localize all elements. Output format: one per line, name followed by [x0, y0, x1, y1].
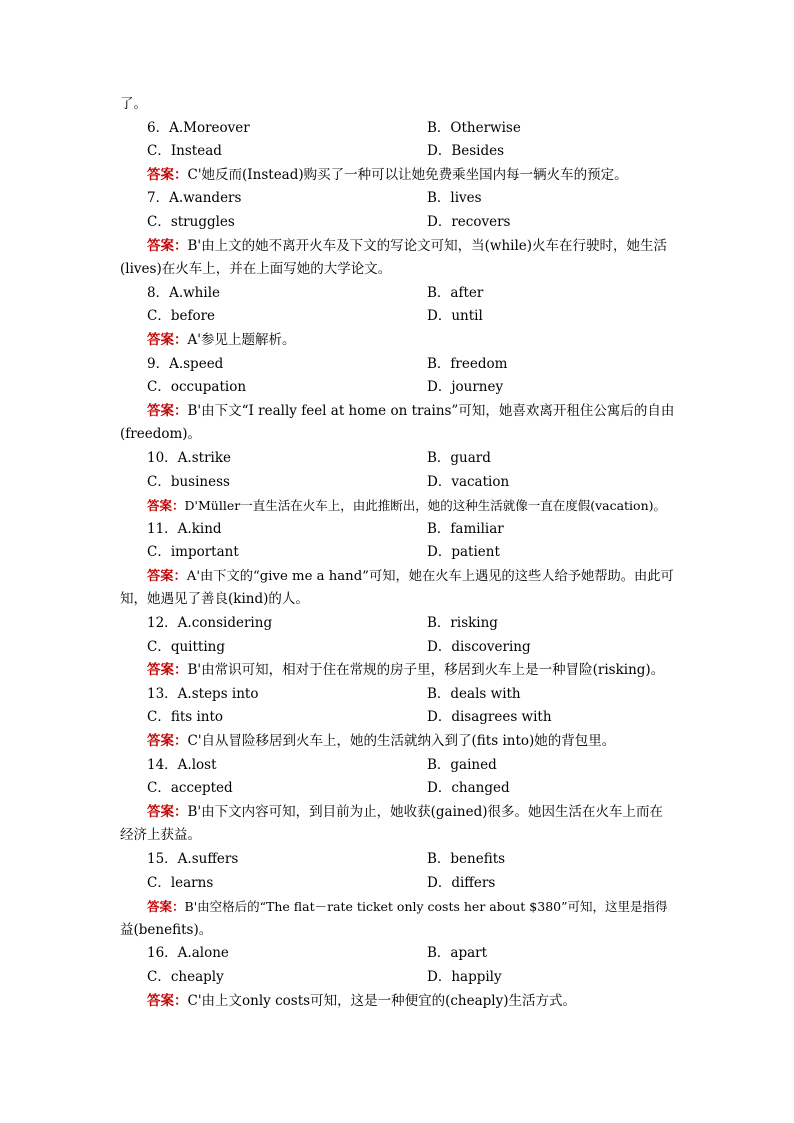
- option-b: B．familiar: [427, 520, 504, 537]
- answer-text: C'她反而(Instead)购买了一种可以让她免费乘坐国内每一辆火车的预定。: [187, 166, 628, 183]
- question-block: [120, 612, 675, 683]
- option-d: D．discovering: [427, 638, 531, 655]
- option-a: 10．A.strike: [147, 449, 232, 466]
- question-block: [120, 187, 675, 281]
- answer-line: [120, 824, 675, 848]
- answer-text: B'由上文的她不离开火车及下文的写论文可知，当(while)火车在行驶时，她生活: [187, 237, 668, 254]
- answer-line: [120, 423, 675, 447]
- options-row: [120, 541, 675, 565]
- options-row: [120, 612, 675, 636]
- answer-line: [120, 730, 675, 754]
- option-c: C．before: [147, 308, 216, 325]
- option-c: C．learns: [147, 874, 214, 891]
- answer-text: (freedom)。: [120, 426, 202, 443]
- option-a: 6．A.Moreover: [147, 119, 250, 136]
- answer-text: B'由常识可知，相对于住在常规的房子里，移居到火车上是一种冒险(risking)。: [187, 662, 665, 679]
- options-row: [120, 305, 675, 329]
- option-b: B．freedom: [427, 355, 508, 372]
- answer-line: [120, 258, 675, 282]
- option-b: B．lives: [427, 190, 482, 207]
- options-row: [120, 282, 675, 306]
- answer-text: 经济上获益。: [120, 827, 201, 844]
- question-block: [120, 117, 675, 188]
- question-block: [120, 942, 675, 1013]
- option-a: 7．A.wanders: [147, 190, 242, 207]
- answer-line: [120, 329, 675, 353]
- answer-line: [120, 801, 675, 825]
- options-row: [120, 777, 675, 801]
- answer-label: 答案：: [147, 331, 188, 348]
- answer-line: [120, 494, 675, 518]
- options-row: [120, 376, 675, 400]
- option-c: C．struggles: [147, 213, 235, 230]
- option-a: 16．A.alone: [147, 945, 229, 962]
- answer-label: 答案：: [147, 498, 185, 514]
- answer-text: 益(benefits)。: [120, 921, 213, 938]
- option-c: C．cheaply: [147, 968, 224, 985]
- answer-text: A'由下文的“give me a hand”可知，她在火车上遇见的这些人给予她帮助。由此可: [186, 568, 674, 584]
- question-block: [120, 353, 675, 447]
- option-c: C．fits into: [147, 709, 224, 726]
- options-row: [120, 942, 675, 966]
- option-d: D．recovers: [427, 213, 511, 230]
- answer-text: C'自从冒险移居到火车上，她的生活就纳入到了(fits into)她的背包里。: [187, 733, 616, 750]
- option-b: B．apart: [427, 945, 488, 962]
- answer-text: A'参见上题解析。: [187, 331, 296, 348]
- options-row: [120, 636, 675, 660]
- option-d: D．happily: [427, 968, 502, 985]
- option-b: B．gained: [427, 756, 497, 773]
- option-c: C．occupation: [147, 379, 247, 396]
- answer-line: [120, 235, 675, 259]
- header-line: 了。: [120, 96, 147, 112]
- answer-line: [120, 659, 675, 683]
- options-row: [120, 848, 675, 872]
- options-row: [120, 117, 675, 141]
- option-d: D．vacation: [427, 473, 510, 490]
- option-a: 11．A.kind: [147, 520, 222, 537]
- option-c: C．quitting: [147, 638, 225, 655]
- answer-text: C'由上文only costs可知，这是一种便宜的(cheaply)生活方式。: [187, 992, 576, 1009]
- option-a: 13．A.steps into: [147, 685, 259, 702]
- options-row: [120, 966, 675, 990]
- option-c: C．accepted: [147, 780, 233, 797]
- answer-label: 答案：: [147, 166, 188, 183]
- option-a: 15．A.suffers: [147, 851, 239, 867]
- option-d: D．until: [427, 308, 483, 325]
- answer-line: [120, 588, 675, 612]
- options-row: [120, 140, 675, 164]
- question-block: [120, 683, 675, 754]
- option-d: D．Besides: [427, 143, 505, 160]
- answer-label: 答案：: [147, 402, 188, 419]
- option-c: C．business: [147, 473, 230, 490]
- answer-text: B'由下文“I really feel at home on trains”可知，她喜欢离开租住公寓后的自由: [187, 402, 675, 419]
- question-block: [120, 754, 675, 848]
- options-row: [120, 683, 675, 707]
- option-b: B．guard: [427, 449, 491, 466]
- option-a: 14．A.lost: [147, 756, 217, 773]
- option-d: D．journey: [427, 379, 504, 396]
- option-d: D．changed: [427, 780, 510, 797]
- option-d: D．differs: [427, 874, 496, 891]
- answer-text: B'由空格后的“The flat－rate ticket only costs her about $380”可知，这里是指得: [184, 899, 668, 915]
- option-d: D．disagrees with: [427, 709, 552, 726]
- question-block: [120, 447, 675, 518]
- content-area: [120, 93, 675, 1013]
- option-c: C．Instead: [147, 143, 222, 160]
- answer-label: 答案：: [147, 899, 185, 915]
- answer-text: (lives)在火车上，并在上面写她的大学论文。: [120, 261, 392, 278]
- option-a: 12．A.considering: [147, 615, 273, 632]
- option-d: D．patient: [427, 544, 500, 561]
- answer-text: D'Müller一直生活在火车上，由此推断出，她的这种生活就像一直在度假(vacation)。: [184, 498, 667, 514]
- question-block: [120, 282, 675, 353]
- answer-label: 答案：: [147, 568, 187, 584]
- options-row: [120, 471, 675, 495]
- option-a: 8．A.while: [147, 284, 221, 301]
- answer-label: 答案：: [147, 237, 188, 254]
- options-row: [120, 872, 675, 896]
- answer-line: [120, 400, 675, 424]
- answer-label: 答案：: [147, 803, 188, 820]
- options-row: [120, 353, 675, 377]
- answer-text: B'由下文内容可知，到目前为止，她收获(gained)很多。她因生活在火车上而在: [187, 803, 663, 820]
- answer-text: 知，她遇见了善良(kind)的人。: [120, 591, 309, 608]
- option-b: B．deals with: [427, 685, 521, 702]
- option-c: C．important: [147, 544, 239, 561]
- options-row: [120, 706, 675, 730]
- answer-line: [120, 164, 675, 188]
- answer-label: 答案：: [147, 733, 188, 750]
- answer-label: 答案：: [147, 662, 188, 679]
- answer-label: 答案：: [147, 992, 188, 1009]
- answer-line: [120, 919, 675, 943]
- options-row: [120, 754, 675, 778]
- options-row: [120, 211, 675, 235]
- option-b: B．Otherwise: [427, 119, 521, 136]
- options-row: [120, 518, 675, 542]
- options-row: [120, 187, 675, 211]
- option-b: B．risking: [427, 615, 498, 632]
- option-b: B．after: [427, 284, 484, 301]
- question-block: [120, 848, 675, 942]
- answer-line: [120, 990, 675, 1014]
- option-a: 9．A.speed: [147, 355, 224, 372]
- answer-line: [120, 565, 675, 589]
- options-row: [120, 447, 675, 471]
- question-block: [120, 518, 675, 612]
- option-b: B．benefits: [427, 851, 506, 867]
- answer-line: [120, 895, 675, 919]
